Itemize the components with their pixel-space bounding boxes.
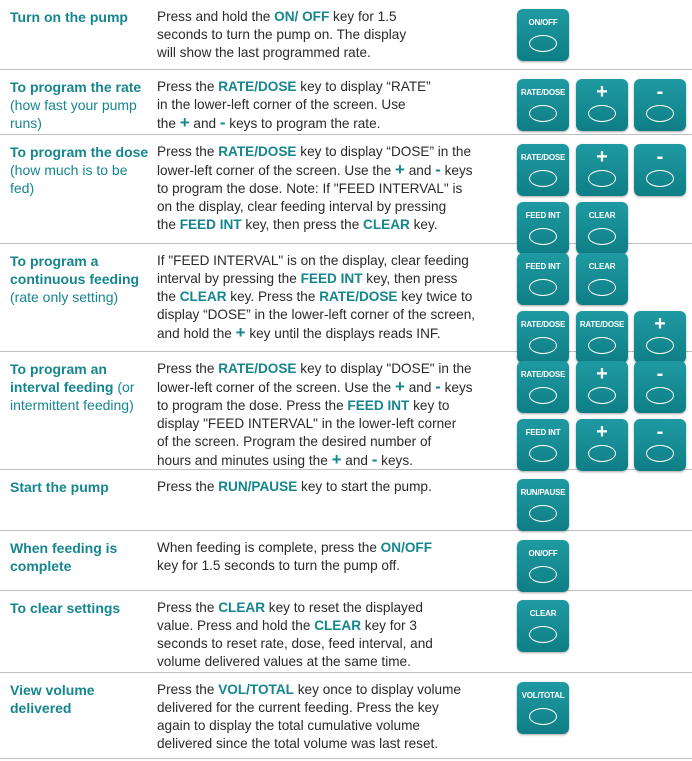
instruction-text-run: value. Press and hold the xyxy=(157,618,315,633)
key-reference: CLEAR xyxy=(218,600,266,615)
instruction-row xyxy=(0,244,692,352)
key-label: CLEAR xyxy=(529,609,557,618)
instruction-text-run: to program the dose. Press the xyxy=(157,398,348,413)
key-oval-icon xyxy=(529,566,557,583)
instruction-title-bold: To clear settings xyxy=(10,600,121,616)
key-label: RATE/DOSE xyxy=(579,320,625,329)
instruction-text-run: Press and hold the xyxy=(157,9,275,24)
instruction-title xyxy=(10,8,150,26)
instruction-text-run: the xyxy=(157,217,180,232)
minus-icon: - xyxy=(656,363,664,385)
plus-key xyxy=(576,79,628,131)
key-label: RATE/DOSE xyxy=(520,88,566,97)
plus-icon: + xyxy=(596,421,608,443)
instruction-text xyxy=(157,360,502,470)
instruction-text-run: display “DOSE” in the lower-left corner of the screen, xyxy=(157,307,476,322)
key-reference: FEED INT xyxy=(300,271,363,286)
instruction-text-run: key. xyxy=(409,217,438,232)
instruction-text-run: and xyxy=(341,453,372,468)
instruction-title-note: (or intermittent feeding) xyxy=(10,379,135,413)
vol-total-key xyxy=(517,682,569,734)
instruction-title-bold: Turn on the pump xyxy=(10,9,128,25)
minus-symbol: - xyxy=(435,377,441,396)
key-reference: RATE/DOSE xyxy=(319,289,398,304)
plus-symbol: + xyxy=(331,450,342,469)
key-oval-icon xyxy=(588,279,616,296)
run-pause-key xyxy=(517,479,569,531)
instruction-text-run: Press the xyxy=(157,479,219,494)
key-label: FEED INT xyxy=(525,211,561,220)
instruction-text-run: interval by pressing the xyxy=(157,271,301,286)
on-off-key xyxy=(517,540,569,592)
instruction-title xyxy=(10,478,150,496)
instruction-text-run: Press the xyxy=(157,79,219,94)
rate-dose-key xyxy=(517,144,569,196)
instruction-text-run: volume delivered values at the same time. xyxy=(157,654,411,669)
instruction-text-run: key twice to xyxy=(397,289,473,304)
instruction-text-run: to program the dose. Note: If "FEED INTERVAL" is xyxy=(157,181,463,196)
instruction-text-run: keys xyxy=(440,163,473,178)
feed-int-key xyxy=(517,253,569,305)
instruction-text-run: in the lower-left corner of the screen. Use xyxy=(157,97,406,112)
key-oval-icon xyxy=(646,105,674,122)
key-label: RUN/PAUSE xyxy=(520,488,566,497)
rate-dose-key xyxy=(517,79,569,131)
plus-symbol: + xyxy=(395,377,405,396)
key-oval-icon xyxy=(529,445,557,462)
key-oval-icon xyxy=(646,170,674,187)
instruction-row xyxy=(0,470,692,531)
key-reference: CLEAR xyxy=(314,618,362,633)
instruction-text-run: on the display, clear feeding interval by pressing xyxy=(157,199,447,214)
instruction-text-run: seconds to reset rate, dose, feed interval, and xyxy=(157,636,433,651)
instruction-text xyxy=(157,599,502,671)
key-oval-icon xyxy=(588,445,616,462)
feed-int-key xyxy=(517,419,569,471)
instruction-text-run: key for 1.5 xyxy=(329,9,397,24)
instruction-text-run: lower-left corner of the screen. Use the xyxy=(157,380,395,395)
minus-key xyxy=(634,144,686,196)
instruction-text-run: key once to display volume xyxy=(293,682,461,697)
key-oval-icon xyxy=(588,170,616,187)
key-oval-icon xyxy=(646,445,674,462)
key-reference: RATE/DOSE xyxy=(218,144,297,159)
instruction-text-run: keys to program the rate. xyxy=(225,116,381,131)
instruction-title-bold: To program the dose xyxy=(10,144,149,160)
minus-symbol: - xyxy=(219,113,226,132)
instruction-text-run: key, then press the xyxy=(241,217,364,232)
plus-key xyxy=(576,419,628,471)
key-oval-icon xyxy=(529,279,557,296)
instruction-text-run: Press the xyxy=(157,361,219,376)
instruction-title xyxy=(10,143,150,197)
plus-icon: + xyxy=(596,81,608,103)
minus-symbol: - xyxy=(435,160,441,179)
instruction-text-run: key to reset the displayed xyxy=(265,600,423,615)
key-oval-icon xyxy=(646,387,674,404)
instruction-text-run: key to display “DOSE” in the xyxy=(296,144,472,159)
instruction-text-run: seconds to turn the pump on. The display xyxy=(157,27,407,42)
key-oval-icon xyxy=(588,387,616,404)
instruction-text xyxy=(157,252,502,343)
plus-icon: + xyxy=(596,363,608,385)
instruction-text-run: key to start the pump. xyxy=(297,479,432,494)
instruction-row xyxy=(0,531,692,591)
key-label: RATE/DOSE xyxy=(520,153,566,162)
key-oval-icon xyxy=(529,708,557,725)
instruction-text-run: delivered for the current feeding. Press the key xyxy=(157,700,439,715)
instruction-title xyxy=(10,252,150,306)
key-oval-icon xyxy=(529,35,557,52)
instruction-title-bold: To program the rate xyxy=(10,79,142,95)
key-oval-icon xyxy=(529,505,557,522)
instruction-title xyxy=(10,539,150,575)
instruction-title xyxy=(10,360,150,414)
instruction-title-bold: When feeding is complete xyxy=(10,540,118,574)
instruction-text-run: display "FEED INTERVAL" in the lower-left corner xyxy=(157,416,457,431)
instruction-text xyxy=(157,681,502,753)
instruction-text-run: keys xyxy=(440,380,473,395)
instruction-text xyxy=(157,478,502,496)
key-oval-icon xyxy=(529,105,557,122)
key-reference: FEED INT xyxy=(179,217,242,232)
instruction-row xyxy=(0,352,692,470)
instruction-text-run: of the screen. Program the desired number of xyxy=(157,434,432,449)
instruction-text xyxy=(157,143,502,234)
instruction-title-bold: View volume delivered xyxy=(10,682,95,716)
instruction-title-bold: Start the pump xyxy=(10,479,109,495)
key-label: FEED INT xyxy=(525,262,561,271)
instruction-text-run: delivered since the total volume was last reset. xyxy=(157,736,439,751)
clear-key xyxy=(576,253,628,305)
instruction-text-run: and xyxy=(189,116,220,131)
minus-icon: - xyxy=(656,81,664,103)
instruction-text-run: will show the last programmed rate. xyxy=(157,45,371,60)
instruction-text-run: the xyxy=(157,116,180,131)
plus-key xyxy=(576,361,628,413)
minus-key xyxy=(634,361,686,413)
plus-symbol: + xyxy=(235,323,246,342)
instruction-text-run: Press the xyxy=(157,682,219,697)
instruction-title-note: (how fast your pump runs) xyxy=(10,97,137,131)
instruction-text-run: Press the xyxy=(157,144,219,159)
rate-dose-key xyxy=(517,361,569,413)
instruction-title-note: (rate only setting) xyxy=(10,289,119,305)
key-oval-icon xyxy=(529,387,557,404)
key-reference: ON/OFF xyxy=(380,540,433,555)
instruction-row xyxy=(0,135,692,244)
key-oval-icon xyxy=(588,105,616,122)
key-label: FEED INT xyxy=(525,428,561,437)
key-reference: CLEAR xyxy=(179,289,227,304)
instruction-title xyxy=(10,78,150,132)
plus-key xyxy=(576,144,628,196)
instruction-title-bold: To program a continuous feeding xyxy=(10,253,140,287)
plus-symbol: + xyxy=(179,113,190,132)
instruction-text-run: key to display “RATE” xyxy=(296,79,431,94)
key-oval-icon xyxy=(529,228,557,245)
key-label: ON/OFF xyxy=(528,18,558,27)
plus-icon: + xyxy=(596,146,608,168)
instruction-text-run: key to display "DOSE" in the xyxy=(296,361,472,376)
key-label: RATE/DOSE xyxy=(520,370,566,379)
instruction-text xyxy=(157,539,502,575)
instruction-text-run: keys. xyxy=(377,453,413,468)
key-label: CLEAR xyxy=(588,262,616,271)
instruction-text xyxy=(157,78,502,133)
key-reference: FEED INT xyxy=(347,398,410,413)
key-label: CLEAR xyxy=(588,211,616,220)
key-oval-icon xyxy=(588,228,616,245)
key-reference: VOL/TOTAL xyxy=(218,682,294,697)
instruction-text-run: and hold the xyxy=(157,326,236,341)
instruction-row xyxy=(0,70,692,135)
minus-icon: - xyxy=(656,146,664,168)
instruction-text-run: lower-left corner of the screen. Use the xyxy=(157,163,395,178)
instruction-text-run: and xyxy=(404,163,436,178)
instruction-text-run: the xyxy=(157,289,180,304)
instruction-title xyxy=(10,681,150,717)
instruction-title-bold: To program an interval feeding xyxy=(10,361,114,395)
key-label: RATE/DOSE xyxy=(520,320,566,329)
instruction-row xyxy=(0,673,692,759)
instruction-text-run: and xyxy=(404,380,436,395)
instruction-text-run: key for 1.5 seconds to turn the pump off. xyxy=(157,558,401,573)
key-oval-icon xyxy=(529,626,557,643)
key-reference: CLEAR xyxy=(363,217,410,232)
minus-key xyxy=(634,79,686,131)
instruction-text-run: hours and minutes using the xyxy=(157,453,332,468)
key-label: ON/OFF xyxy=(528,549,558,558)
instruction-text-run: key for 3 xyxy=(361,618,417,633)
instruction-text-run: Press the xyxy=(157,600,219,615)
key-reference: RATE/DOSE xyxy=(218,361,297,376)
key-reference: RATE/DOSE xyxy=(218,79,297,94)
clear-key xyxy=(517,600,569,652)
instruction-text-run: key until the displays reads INF. xyxy=(245,326,441,341)
instruction-text-run: key to xyxy=(409,398,450,413)
instruction-title xyxy=(10,599,150,617)
instruction-text-run: again to display the total cumulative volume xyxy=(157,718,420,733)
plus-symbol: + xyxy=(395,160,405,179)
instruction-text-run: If "FEED INTERVAL" is on the display, clear feeding xyxy=(157,253,469,268)
instruction-text-run: key. Press the xyxy=(226,289,320,304)
instruction-row xyxy=(0,0,692,70)
instruction-text-run: key, then press xyxy=(362,271,458,286)
key-oval-icon xyxy=(529,170,557,187)
plus-icon: + xyxy=(654,313,666,335)
key-label: VOL/TOTAL xyxy=(521,691,565,700)
key-reference: RUN/PAUSE xyxy=(218,479,298,494)
instruction-title-note: (how much is to be fed) xyxy=(10,162,128,196)
instruction-row xyxy=(0,591,692,673)
minus-symbol: - xyxy=(371,450,378,469)
key-reference: ON/ OFF xyxy=(274,9,330,24)
on-off-key xyxy=(517,9,569,61)
minus-key xyxy=(634,419,686,471)
minus-icon: - xyxy=(656,421,664,443)
instruction-text xyxy=(157,8,502,62)
instruction-text-run: When feeding is complete, press the xyxy=(157,540,381,555)
